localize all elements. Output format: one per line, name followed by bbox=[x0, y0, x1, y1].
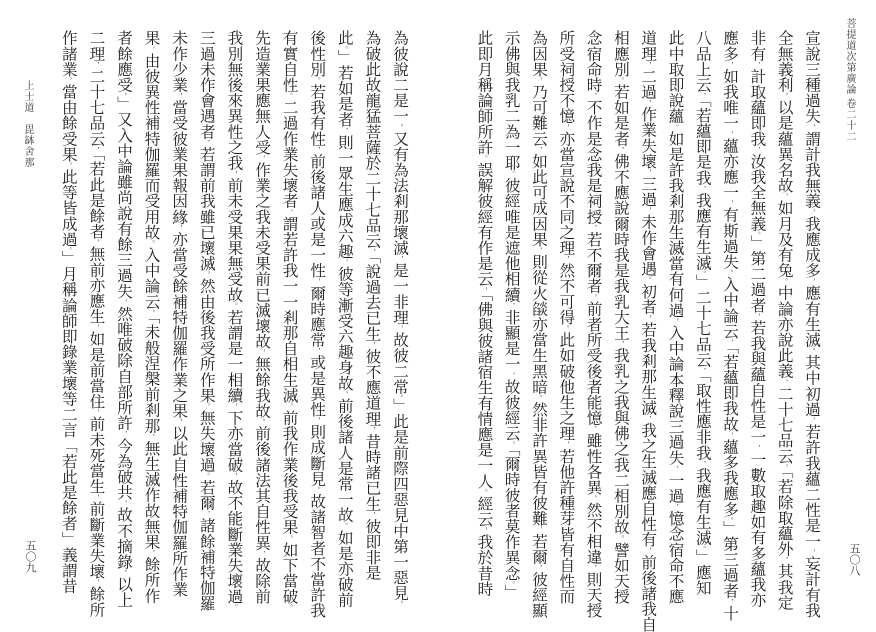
left-page bbox=[0, 0, 438, 619]
text-column: 念宿命時，不作是念我是祠授，若不爾者，前者所受後者能憶，雖性各異，然不相違，則天授 bbox=[584, 30, 603, 619]
text-column: 非有，計取蘊即我，汝我全無義。」第二過者，若我與蘊自性是一，一數取趣如有多蘊我亦 bbox=[748, 30, 767, 608]
text-column: 有實自性。二過作業失壞者，謂若許我一一剎那自相生滅，前我作業後我受果，如下當破。 bbox=[280, 30, 299, 612]
text-column: 應多，如我唯一，蘊亦應一，有斯過失。入中論云，「若蘊即我故，蘊多我應多。」第三過者，十 bbox=[721, 30, 740, 621]
text-column: 道理，二過，作業失壞，三過，未作會遇。初者，若我剎那生滅，我之生滅應自性有，前後諸我自 bbox=[639, 30, 658, 632]
text-column: 先造業果應無人受，作業之我未受果前已滅壞故，無餘我故。前後諸法其自性異，故除前 bbox=[253, 30, 271, 605]
page-number: 五〇九 bbox=[24, 540, 37, 573]
text-column: 全無義利，以是蘊異名故，如月及有兔。中論亦說此義，二十七品云，「若除取蘊外，其我定 bbox=[775, 30, 794, 611]
text-column: 未作少業，當受彼業果報因緣，亦當受餘補特伽羅作業之果，以此自性補特伽羅所作業 bbox=[170, 30, 189, 598]
text-column: 為因果，乃可難云，如此可成因果，則從火燄亦當生黑暗。然非許異皆有彼難，若爾，彼經顯 bbox=[530, 30, 548, 619]
page-number: 五〇八 bbox=[848, 543, 861, 576]
text-column: 我別無後來異性之我，前未受果果無受故。若謂是一相續，下亦當破，故不能斷業失壞過。 bbox=[225, 30, 244, 612]
text-column: 三過未作會遇者，若謂前我雖已壞滅，然由後我受所作果，無失壞過。若爾，諸餘補特伽羅 bbox=[197, 30, 216, 612]
text-column: 此。」若如是者，則一眾生應成六趣，彼等漸受六趣身故，前後諸人是常一故。如是亦破前 bbox=[335, 30, 354, 608]
text-column: 此中取即說蘊。如是許我剎那生滅當有何過，入中論本釋說三過失，一過，憶念宿命不應 bbox=[666, 30, 685, 605]
text-column: 二理，二十七品云，「若此是餘者，無前亦應生，如是前當住，前未死當生，前斷業失壞，餘所 bbox=[87, 30, 106, 618]
text-column: 八品上云，「若蘊即是我，我應有生滅。」二十七品云，「取性應非我，我應有生滅。」應知 bbox=[693, 30, 712, 596]
text-column: 此即月稱論師所許。誤解彼經有作是云，「佛與彼諸宿生有情應是一人。經云，我於昔時 bbox=[475, 30, 494, 597]
text-column: 相應別。若如是者，佛不應說爾時我是我乳大王，我乳之我與佛之我二相別故。譬如天授 bbox=[611, 30, 630, 605]
text-column: 示佛與我乳二為一耶。彼經唯是遮他相續，非顯是一，故彼經云，「爾時彼者莫作異念。」 bbox=[502, 30, 521, 600]
text-column: 者餘應受。」又入中論雖尚說有餘三過失，然唯破除自部所許，今為破共，故不摘錄。以上 bbox=[115, 30, 133, 608]
text-column: 為破此故龍猛菩薩於二十七品云，「說過去已生，彼不應道理，昔時諸已生，彼即非是 bbox=[363, 30, 382, 581]
text-column: 為彼說二是一。又有為法剎那壞滅，是一非理，故彼二常。」此是前際四惡見中第一惡見。 bbox=[391, 30, 409, 608]
right-page bbox=[438, 0, 876, 632]
volume-label: 卷二十二 bbox=[844, 98, 855, 142]
text-column: 所受祠授不憶，亦當宣說不同之理，然不可得。此如破他生之理，若他許種芽皆有自性而 bbox=[557, 30, 576, 605]
text-column: 果，由彼異性補特伽羅而受用故。入中論云，「未般涅槃前剎那，無生滅作故無果，餘所作 bbox=[142, 30, 161, 604]
text-column: 宣說三種過失，謂計我無義，我應成多，應有生滅。其中初過，若許我蘊二性是一，妄計有我 bbox=[803, 30, 821, 619]
running-title: 菩提道次第廣論 bbox=[844, 18, 855, 95]
text-column: 後性別。若我有性，前後諸人或是一性，爾時應常，或是異性，則成斷見。故諸智者不當許我 bbox=[308, 30, 327, 619]
text-column: 作諸業，當由餘受果，此等皆成過。」月稱論師即錄業壞等二言「若此是餘者」義謂昔 bbox=[59, 30, 78, 594]
running-title: 上士道 毘缽舍那 bbox=[22, 80, 33, 168]
